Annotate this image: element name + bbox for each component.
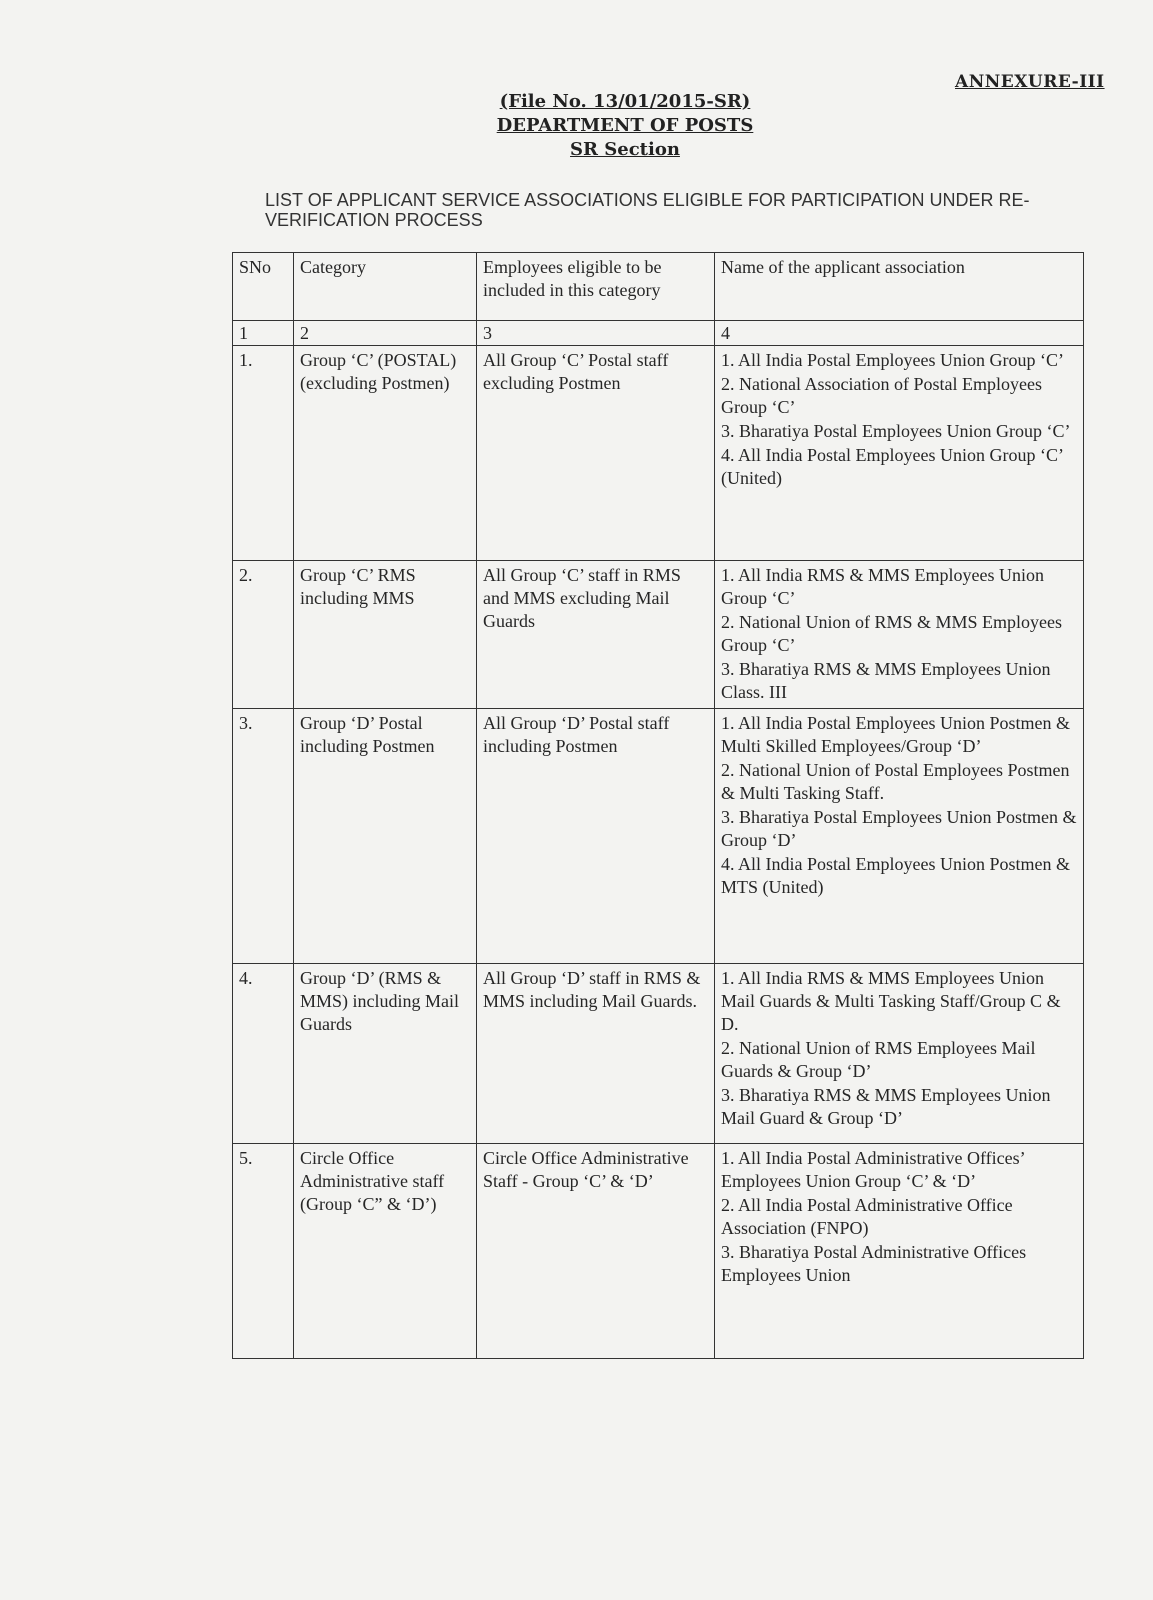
associations-table [232, 252, 1084, 1359]
column-number-row [233, 321, 1084, 346]
row-eligible: All Group ‘C’ Postal staff excluding Postmen [477, 346, 715, 561]
row-category: Group ‘C’ (POSTAL) (excluding Postmen) [294, 346, 477, 561]
column-number: 3 [477, 321, 715, 346]
association-item: 3. Bharatiya RMS & MMS Employees Union Mail Guard & Group ‘D’ [721, 1085, 1051, 1128]
row-category: Circle Office Administrative staff (Group ‘C” & ‘D’) [294, 1144, 477, 1359]
table-row [233, 561, 1084, 709]
row-sno: 5. [233, 1144, 294, 1359]
list-title: LIST OF APPLICANT SERVICE ASSOCIATIONS ELIGIBLE FOR PARTICIPATION UNDER RE-VERIFICATION PROCESS [265, 190, 1030, 230]
column-number: 4 [715, 321, 1084, 346]
column-number: 2 [294, 321, 477, 346]
row-category: Group ‘D’ Postal including Postmen [294, 709, 477, 964]
association-item: 1. All India Postal Administrative Offices’ Employees Union Group ‘C’ & ‘D’ [721, 1148, 1025, 1191]
row-sno: 2. [233, 561, 294, 709]
association-item: 4. All India Postal Employees Union Group ‘C’ (United) [721, 445, 1063, 488]
document-heading [480, 90, 770, 162]
table-row [233, 964, 1084, 1144]
association-item: 4. All India Postal Employees Union Postmen & MTS (United) [721, 854, 1070, 897]
association-item: 2. National Union of RMS Employees Mail Guards & Group ‘D’ [721, 1038, 1036, 1081]
header-sno: SNo [233, 253, 294, 321]
association-item: 3. Bharatiya Postal Administrative Offices Employees Union [721, 1242, 1027, 1285]
header-eligible: Employees eligible to be included in this category [477, 253, 715, 321]
association-item: 2. All India Postal Administrative Office Association (FNPO) [721, 1195, 1013, 1238]
header-category: Category [294, 253, 477, 321]
row-associations [715, 346, 1084, 561]
row-sno: 3. [233, 709, 294, 964]
association-item: 3. Bharatiya RMS & MMS Employees Union Class. III [721, 659, 1051, 702]
file-number: (File No. 13/01/2015-SR) [499, 91, 751, 112]
header-association: Name of the applicant association [715, 253, 1084, 321]
association-item: 3. Bharatiya Postal Employees Union Postmen & Group ‘D’ [721, 807, 1077, 850]
table-header-row [233, 253, 1084, 321]
association-item: 1. All India RMS & MMS Employees Union Group ‘C’ [721, 565, 1045, 608]
association-item: 2. National Association of Postal Employees Group ‘C’ [721, 374, 1042, 417]
association-item: 2. National Union of RMS & MMS Employees Group ‘C’ [721, 612, 1062, 655]
row-associations [715, 1144, 1084, 1359]
table-row [233, 1144, 1084, 1359]
association-item: 1. All India RMS & MMS Employees Union Mail Guards & Multi Tasking Staff/Group C & D. [721, 968, 1061, 1034]
row-eligible: All Group ‘D’ staff in RMS & MMS including Mail Guards. [477, 964, 715, 1144]
annexure-label: ANNEXURE-III [955, 72, 1105, 92]
row-sno: 1. [233, 346, 294, 561]
table-row [233, 346, 1084, 561]
row-associations [715, 709, 1084, 964]
association-item: 1. All India Postal Employees Union Postmen & Multi Skilled Employees/Group ‘D’ [721, 713, 1070, 756]
row-eligible: All Group ‘C’ staff in RMS and MMS excluding Mail Guards [477, 561, 715, 709]
row-associations [715, 964, 1084, 1144]
row-category: Group ‘D’ (RMS & MMS) including Mail Guards [294, 964, 477, 1144]
association-item: 2. National Union of Postal Employees Postmen & Multi Tasking Staff. [721, 760, 1070, 803]
row-eligible: Circle Office Administrative Staff - Group ‘C’ & ‘D’ [477, 1144, 715, 1359]
row-sno: 4. [233, 964, 294, 1144]
association-item: 3. Bharatiya Postal Employees Union Group ‘C’ [721, 421, 1071, 441]
row-associations [715, 561, 1084, 709]
association-item: 1. All India Postal Employees Union Group ‘C’ [721, 350, 1064, 370]
table-row [233, 709, 1084, 964]
column-number: 1 [233, 321, 294, 346]
row-category: Group ‘C’ RMS including MMS [294, 561, 477, 709]
section-name: SR Section [570, 139, 680, 160]
row-eligible: All Group ‘D’ Postal staff including Postmen [477, 709, 715, 964]
department-name: DEPARTMENT OF POSTS [496, 115, 754, 136]
